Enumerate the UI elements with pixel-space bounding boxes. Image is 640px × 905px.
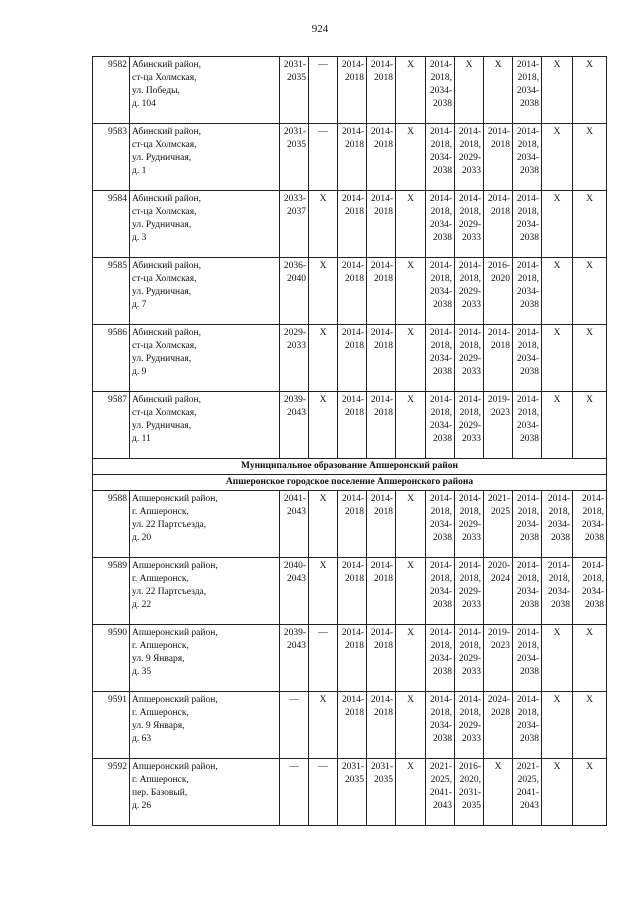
period-cell: 2024- 2028	[484, 692, 513, 759]
section-header: Муниципальное образование Апшеронский район	[93, 459, 607, 475]
table-row	[93, 258, 607, 325]
period-cell: 2014- 2018, 2029- 2033	[455, 625, 484, 692]
period-cell: 2014- 2018	[338, 491, 367, 558]
mark-cell: X	[484, 759, 513, 826]
period-cell: 2039- 2043	[280, 625, 309, 692]
period-cell: 2014- 2018, 2034- 2038	[426, 558, 455, 625]
period-cell: 2014- 2018, 2029- 2033	[455, 491, 484, 558]
mark-cell: X	[309, 558, 338, 625]
period-cell: 2014- 2018	[367, 491, 396, 558]
mark-cell: X	[573, 625, 607, 692]
mark-cell: X	[542, 692, 573, 759]
table-row	[93, 191, 607, 258]
address-cell: Апшеронский район, г. Апшеронск, ул. 9 Января, д. 63	[130, 692, 280, 759]
mark-cell: X	[309, 191, 338, 258]
period-cell: 2016- 2020, 2031- 2035	[455, 759, 484, 826]
period-cell: 2014- 2018	[367, 191, 396, 258]
period-cell: 2031- 2035	[367, 759, 396, 826]
mark-cell: X	[573, 692, 607, 759]
section-header-row	[93, 475, 607, 491]
period-cell: 2014- 2018	[338, 692, 367, 759]
address-cell: Абинский район, ст-ца Холмская, ул. Рудничная, д. 1	[130, 124, 280, 191]
mark-cell: X	[542, 759, 573, 826]
period-cell: 2014- 2018	[367, 392, 396, 459]
row-number: 9582	[93, 57, 130, 124]
mark-cell: X	[396, 491, 426, 558]
address-cell: Абинский район, ст-ца Холмская, ул. Рудничная, д. 3	[130, 191, 280, 258]
period-cell: 2014- 2018, 2034- 2038	[426, 491, 455, 558]
period-cell: 2014- 2018, 2029- 2033	[455, 124, 484, 191]
table-row	[93, 491, 607, 558]
table-row	[93, 558, 607, 625]
period-cell: 2014- 2018, 2029- 2033	[455, 325, 484, 392]
period-cell: 2014- 2018, 2034- 2038	[426, 191, 455, 258]
mark-cell: X	[309, 491, 338, 558]
period-cell: 2019- 2023	[484, 625, 513, 692]
period-cell: 2014- 2018	[338, 124, 367, 191]
mark-cell: X	[309, 258, 338, 325]
period-cell: 2014- 2018	[338, 392, 367, 459]
period-cell: 2014- 2018, 2034- 2038	[513, 692, 542, 759]
period-cell: 2039- 2043	[280, 392, 309, 459]
mark-cell: X	[542, 258, 573, 325]
period-cell: 2040- 2043	[280, 558, 309, 625]
mark-cell: —	[309, 759, 338, 826]
period-cell: 2014- 2018, 2034- 2038	[573, 558, 607, 625]
row-number: 9588	[93, 491, 130, 558]
period-cell: 2014- 2018	[367, 625, 396, 692]
address-cell: Апшеронский район, г. Апшеронск, ул. 22 Партсъезда, д. 22	[130, 558, 280, 625]
mark-cell: X	[573, 124, 607, 191]
row-number: 9589	[93, 558, 130, 625]
row-number: 9592	[93, 759, 130, 826]
period-cell: 2014- 2018	[338, 325, 367, 392]
mark-cell: X	[396, 325, 426, 392]
mark-cell: X	[396, 692, 426, 759]
table-row	[93, 759, 607, 826]
period-cell: 2031- 2035	[280, 57, 309, 124]
period-cell: 2031- 2035	[338, 759, 367, 826]
table-row	[93, 625, 607, 692]
period-cell: 2014- 2018, 2029- 2033	[455, 191, 484, 258]
mark-cell: X	[396, 625, 426, 692]
section-header: Апшеронское городское поселение Апшеронского района	[93, 475, 607, 491]
mark-cell: X	[542, 625, 573, 692]
period-cell: 2014- 2018, 2034- 2038	[573, 491, 607, 558]
mark-cell: X	[542, 57, 573, 124]
row-number: 9585	[93, 258, 130, 325]
period-cell: 2014- 2018	[367, 258, 396, 325]
period-cell: 2014- 2018	[367, 124, 396, 191]
period-cell: 2014- 2018	[338, 57, 367, 124]
section-header-row	[93, 459, 607, 475]
housing-registry-table	[92, 56, 607, 826]
mark-cell: X	[455, 57, 484, 124]
period-cell: 2014- 2018, 2034- 2038	[513, 191, 542, 258]
mark-cell: X	[573, 191, 607, 258]
period-cell: 2014- 2018, 2029- 2033	[455, 558, 484, 625]
mark-cell: X	[396, 759, 426, 826]
period-cell: 2014- 2018, 2034- 2038	[513, 124, 542, 191]
period-cell: 2014- 2018	[338, 558, 367, 625]
period-cell: 2014- 2018	[338, 191, 367, 258]
period-cell: 2014- 2018	[484, 124, 513, 191]
mark-cell: X	[542, 325, 573, 392]
mark-cell: X	[573, 759, 607, 826]
mark-cell: X	[542, 191, 573, 258]
period-cell: 2036- 2040	[280, 258, 309, 325]
period-cell: 2014- 2018, 2034- 2038	[513, 325, 542, 392]
table-row	[93, 325, 607, 392]
row-number: 9587	[93, 392, 130, 459]
period-cell: 2014- 2018	[367, 558, 396, 625]
mark-cell: X	[396, 392, 426, 459]
period-cell: 2014- 2018, 2034- 2038	[513, 258, 542, 325]
period-cell: 2014- 2018, 2034- 2038	[542, 491, 573, 558]
row-number: 9586	[93, 325, 130, 392]
address-cell: Абинский район, ст-ца Холмская, ул. Рудничная, д. 11	[130, 392, 280, 459]
period-cell: 2029- 2033	[280, 325, 309, 392]
period-cell: 2021- 2025	[484, 491, 513, 558]
period-cell: 2014- 2018	[367, 692, 396, 759]
table-row	[93, 57, 607, 124]
period-cell: 2014- 2018, 2029- 2033	[455, 692, 484, 759]
period-cell: 2014- 2018, 2029- 2033	[455, 392, 484, 459]
row-number: 9584	[93, 191, 130, 258]
mark-cell: —	[309, 57, 338, 124]
mark-cell: X	[396, 57, 426, 124]
mark-cell: X	[396, 558, 426, 625]
mark-cell: X	[309, 692, 338, 759]
mark-cell: X	[542, 124, 573, 191]
address-cell: Абинский район, ст-ца Холмская, ул. Рудничная, д. 9	[130, 325, 280, 392]
mark-cell: —	[280, 692, 309, 759]
mark-cell: X	[309, 325, 338, 392]
period-cell: 2014- 2018, 2034- 2038	[426, 325, 455, 392]
period-cell: 2021- 2025, 2041- 2043	[513, 759, 542, 826]
period-cell: 2014- 2018	[338, 258, 367, 325]
period-cell: 2014- 2018, 2034- 2038	[426, 692, 455, 759]
mark-cell: X	[542, 392, 573, 459]
period-cell: 2014- 2018	[484, 191, 513, 258]
row-number: 9583	[93, 124, 130, 191]
table-row	[93, 124, 607, 191]
mark-cell: X	[484, 57, 513, 124]
row-number: 9591	[93, 692, 130, 759]
period-cell: 2014- 2018	[367, 57, 396, 124]
period-cell: 2014- 2018, 2034- 2038	[426, 258, 455, 325]
period-cell: 2033- 2037	[280, 191, 309, 258]
period-cell: 2014- 2018, 2034- 2038	[513, 625, 542, 692]
address-cell: Апшеронский район, г. Апшеронск, ул. 22 Партсъезда, д. 20	[130, 491, 280, 558]
period-cell: 2014- 2018, 2034- 2038	[426, 625, 455, 692]
period-cell: 2020- 2024	[484, 558, 513, 625]
period-cell: 2031- 2035	[280, 124, 309, 191]
mark-cell: X	[396, 258, 426, 325]
row-number: 9590	[93, 625, 130, 692]
period-cell: 2014- 2018, 2034- 2038	[426, 392, 455, 459]
mark-cell: —	[280, 759, 309, 826]
address-cell: Апшеронский район, г. Апшеронск, пер. Базовый, д. 26	[130, 759, 280, 826]
mark-cell: X	[573, 258, 607, 325]
mark-cell: X	[396, 191, 426, 258]
period-cell: 2014- 2018, 2034- 2038	[426, 57, 455, 124]
period-cell: 2016- 2020	[484, 258, 513, 325]
mark-cell: X	[573, 392, 607, 459]
mark-cell: X	[309, 392, 338, 459]
period-cell: 2014- 2018, 2034- 2038	[513, 491, 542, 558]
address-cell: Апшеронский район, г. Апшеронск, ул. 9 Января, д. 35	[130, 625, 280, 692]
period-cell: 2014- 2018, 2034- 2038	[513, 392, 542, 459]
mark-cell: —	[309, 625, 338, 692]
address-cell: Абинский район, ст-ца Холмская, ул. Рудничная, д. 7	[130, 258, 280, 325]
period-cell: 2014- 2018	[367, 325, 396, 392]
period-cell: 2014- 2018	[484, 325, 513, 392]
period-cell: 2014- 2018, 2034- 2038	[542, 558, 573, 625]
period-cell: 2021- 2025, 2041- 2043	[426, 759, 455, 826]
mark-cell: X	[573, 57, 607, 124]
mark-cell: X	[396, 124, 426, 191]
page-number: 924	[311, 23, 329, 35]
table-row	[93, 692, 607, 759]
period-cell: 2041- 2043	[280, 491, 309, 558]
mark-cell: —	[309, 124, 338, 191]
period-cell: 2014- 2018	[338, 625, 367, 692]
mark-cell: X	[573, 325, 607, 392]
period-cell: 2019- 2023	[484, 392, 513, 459]
period-cell: 2014- 2018, 2034- 2038	[513, 558, 542, 625]
period-cell: 2014- 2018, 2029- 2033	[455, 258, 484, 325]
address-cell: Абинский район, ст-ца Холмская, ул. Победы, д. 104	[130, 57, 280, 124]
table-row	[93, 392, 607, 459]
period-cell: 2014- 2018, 2034- 2038	[426, 124, 455, 191]
period-cell: 2014- 2018, 2034- 2038	[513, 57, 542, 124]
